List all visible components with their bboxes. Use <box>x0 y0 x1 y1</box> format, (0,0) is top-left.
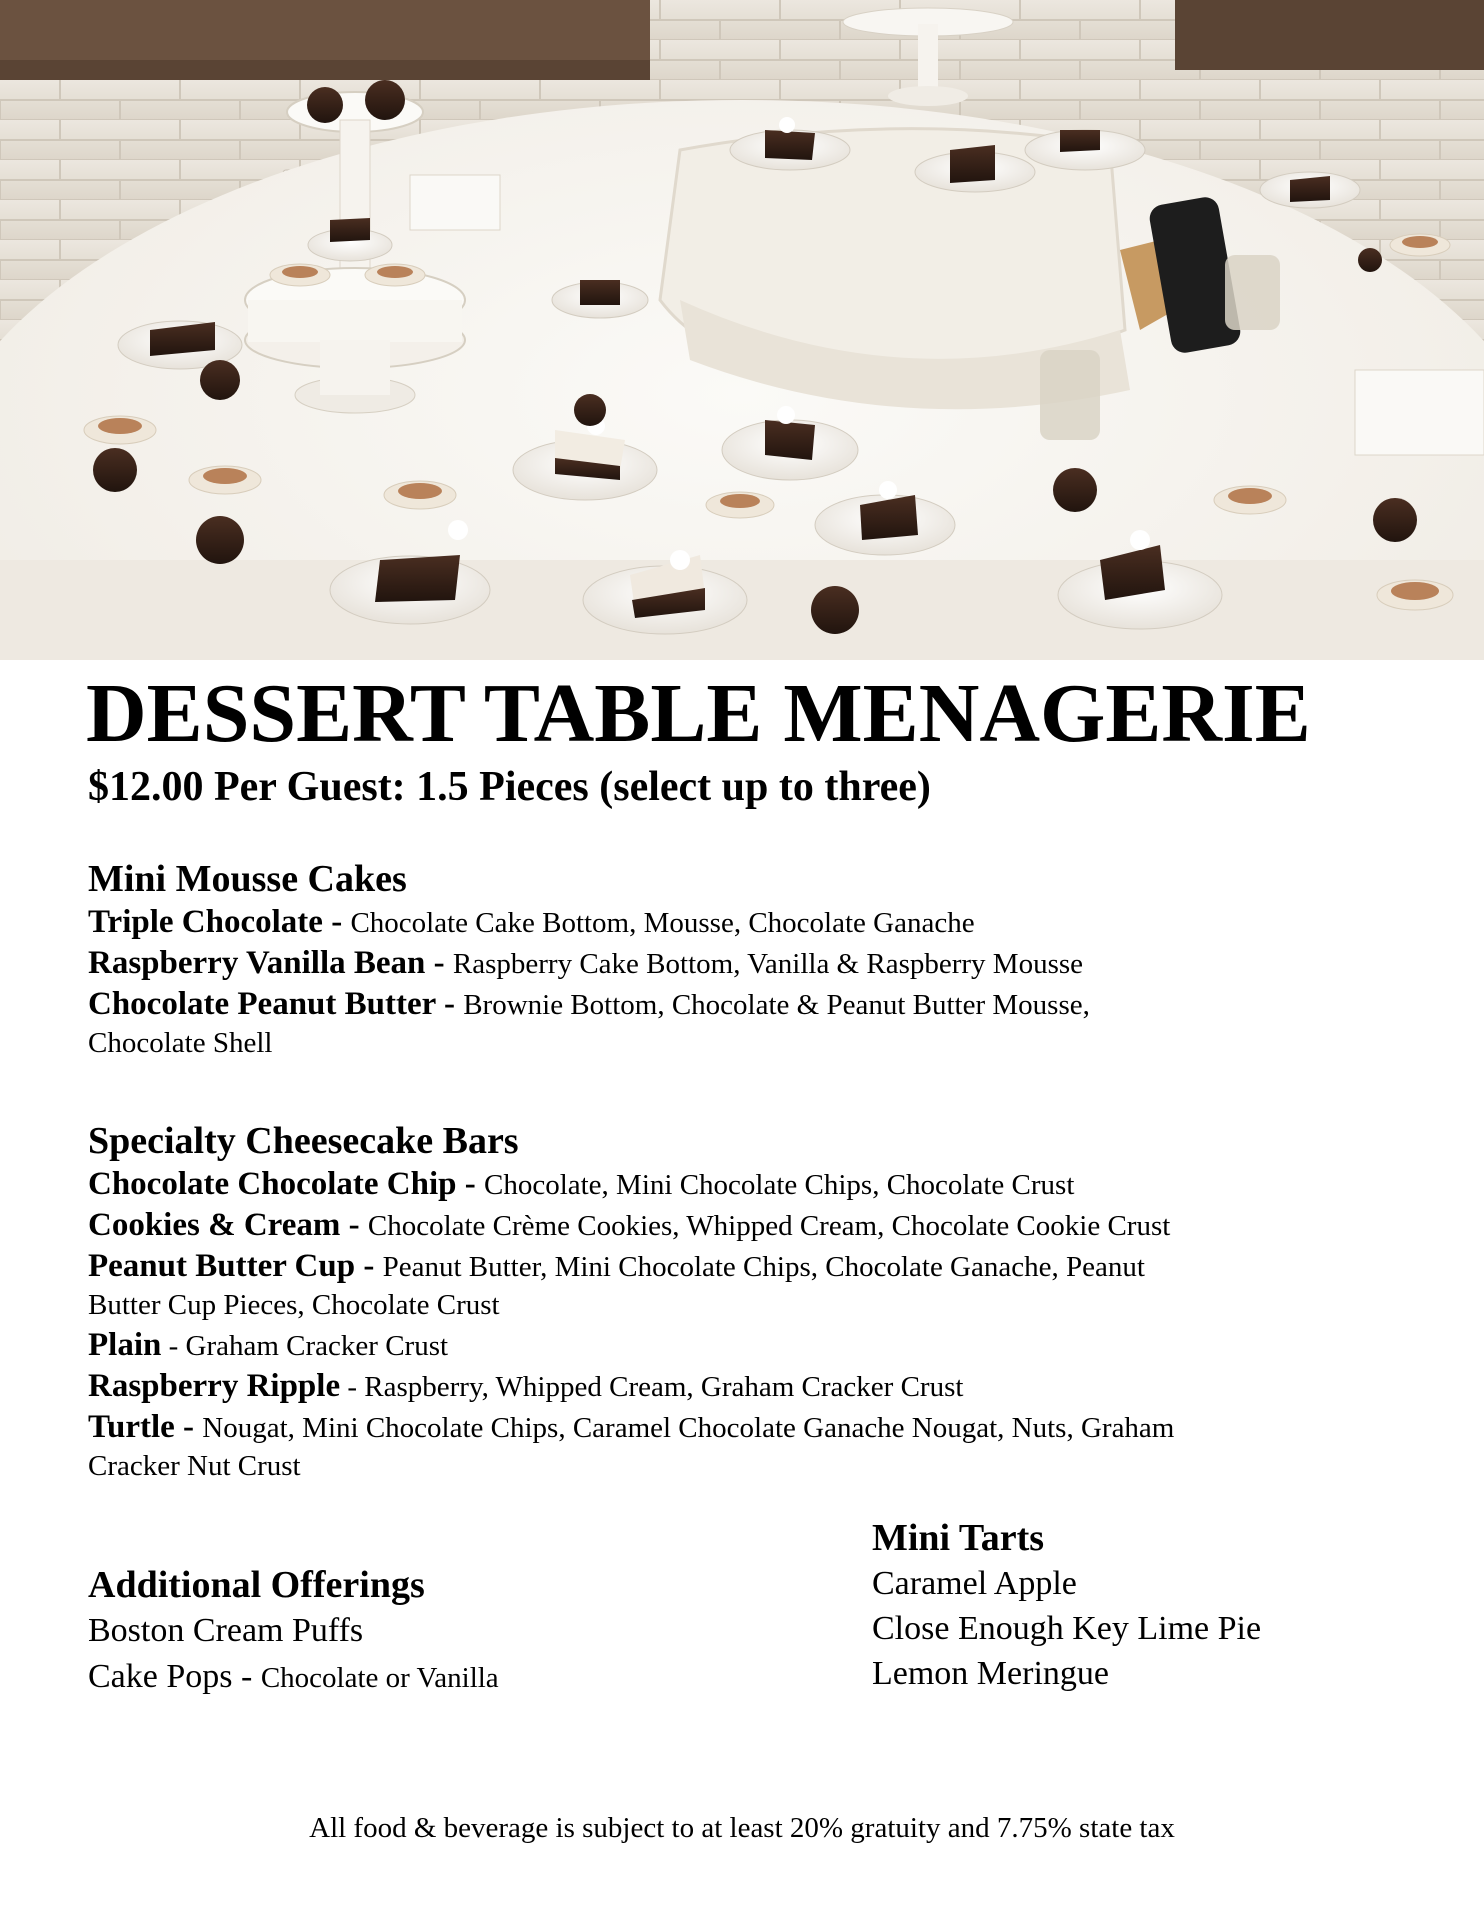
item-description-continued: Cracker Nut Crust <box>88 1450 301 1482</box>
section-heading: Mini Mousse Cakes <box>88 858 407 900</box>
item-name: Raspberry Ripple <box>88 1368 341 1404</box>
item-description: Nougat, Mini Chocolate Chips, Caramel Chocolate Ganache Nougat, Nuts, Graham <box>202 1412 1175 1444</box>
gratuity-tax-notice: All food & beverage is subject to at least 20% gratuity and 7.75% state tax <box>309 1812 1175 1844</box>
item-name: Triple Chocolate <box>88 904 323 940</box>
item-name: Boston Cream Puffs <box>88 1612 364 1649</box>
item-separator: - <box>174 1409 203 1445</box>
menu-item <box>88 1164 1408 1205</box>
item-name: Peanut Butter Cup <box>88 1248 356 1284</box>
pricing-subtitle: $12.00 Per Guest: 1.5 Pieces (select up to three) <box>88 764 931 810</box>
item-description: Graham Cracker Crust <box>185 1330 449 1362</box>
item-name: Plain <box>88 1327 162 1363</box>
menu-item <box>88 984 1408 1025</box>
item-description: Peanut Butter, Mini Chocolate Chips, Chocolate Ganache, Peanut <box>382 1251 1145 1283</box>
list-item: Caramel Apple <box>872 1565 1077 1602</box>
item-name: Cake Pops <box>88 1658 233 1695</box>
item-separator: - <box>232 1658 261 1695</box>
section-additional-offerings <box>88 1562 788 1701</box>
dessert-table-photo <box>0 0 1484 660</box>
item-separator: - <box>322 904 351 940</box>
item-separator: - <box>425 945 453 981</box>
menu-item-continued <box>88 1023 1408 1063</box>
menu-item <box>88 902 1408 943</box>
section-heading: Specialty Cheesecake Bars <box>88 1120 519 1162</box>
list-item: Lemon Meringue <box>872 1655 1109 1692</box>
item-description-continued: Butter Cup Pieces, Chocolate Crust <box>88 1289 500 1321</box>
section-heading: Additional Offerings <box>88 1564 425 1606</box>
list-item <box>88 1654 788 1701</box>
menu-item-continued <box>88 1446 1408 1486</box>
item-note: Chocolate or Vanilla <box>260 1662 499 1694</box>
menu-item <box>88 1407 1408 1448</box>
item-name: Turtle <box>88 1409 175 1445</box>
item-description-continued: Chocolate Shell <box>88 1027 273 1059</box>
section-heading: Mini Tarts <box>872 1517 1045 1559</box>
item-separator: - <box>340 1207 368 1243</box>
item-name: Raspberry Vanilla Bean <box>88 945 426 981</box>
item-separator: - <box>355 1248 383 1284</box>
section-specialty-cheesecake-bars <box>88 1118 1408 1486</box>
item-description: Raspberry Cake Bottom, Vanilla & Raspberry Mousse <box>452 948 1084 980</box>
item-separator: - <box>435 986 464 1022</box>
item-name: Chocolate Chocolate Chip <box>88 1166 457 1202</box>
item-description: Chocolate, Mini Chocolate Chips, Chocolate Crust <box>483 1169 1075 1201</box>
menu-item <box>88 1205 1408 1246</box>
menu-item-continued <box>88 1285 1408 1325</box>
item-description: Chocolate Cake Bottom, Mousse, Chocolate Ganache <box>350 907 975 939</box>
item-name: Chocolate Peanut Butter <box>88 986 436 1022</box>
item-separator: - <box>340 1371 365 1403</box>
item-description: Raspberry, Whipped Cream, Graham Cracker Crust <box>364 1371 964 1403</box>
page-title: DESSERT TABLE MENAGERIE <box>86 667 1311 760</box>
item-description: Chocolate Crème Cookies, Whipped Cream, Chocolate Cookie Crust <box>367 1210 1171 1242</box>
menu-item <box>88 1246 1408 1287</box>
menu-item <box>88 1325 1408 1366</box>
item-name: Cookies & Cream <box>88 1207 341 1243</box>
item-description: Brownie Bottom, Chocolate & Peanut Butter Mousse, <box>463 989 1090 1021</box>
dessert-table-illustration <box>0 0 1484 660</box>
window-frame-right <box>1175 0 1484 70</box>
section-mini-mousse-cakes <box>88 856 1408 1063</box>
item-separator: - <box>456 1166 484 1202</box>
item-separator: - <box>161 1330 186 1362</box>
menu-item <box>88 1366 1408 1407</box>
section-mini-tarts <box>872 1515 1432 1696</box>
list-item: Close Enough Key Lime Pie <box>872 1610 1262 1647</box>
menu-item <box>88 943 1408 984</box>
list-item <box>88 1608 788 1654</box>
